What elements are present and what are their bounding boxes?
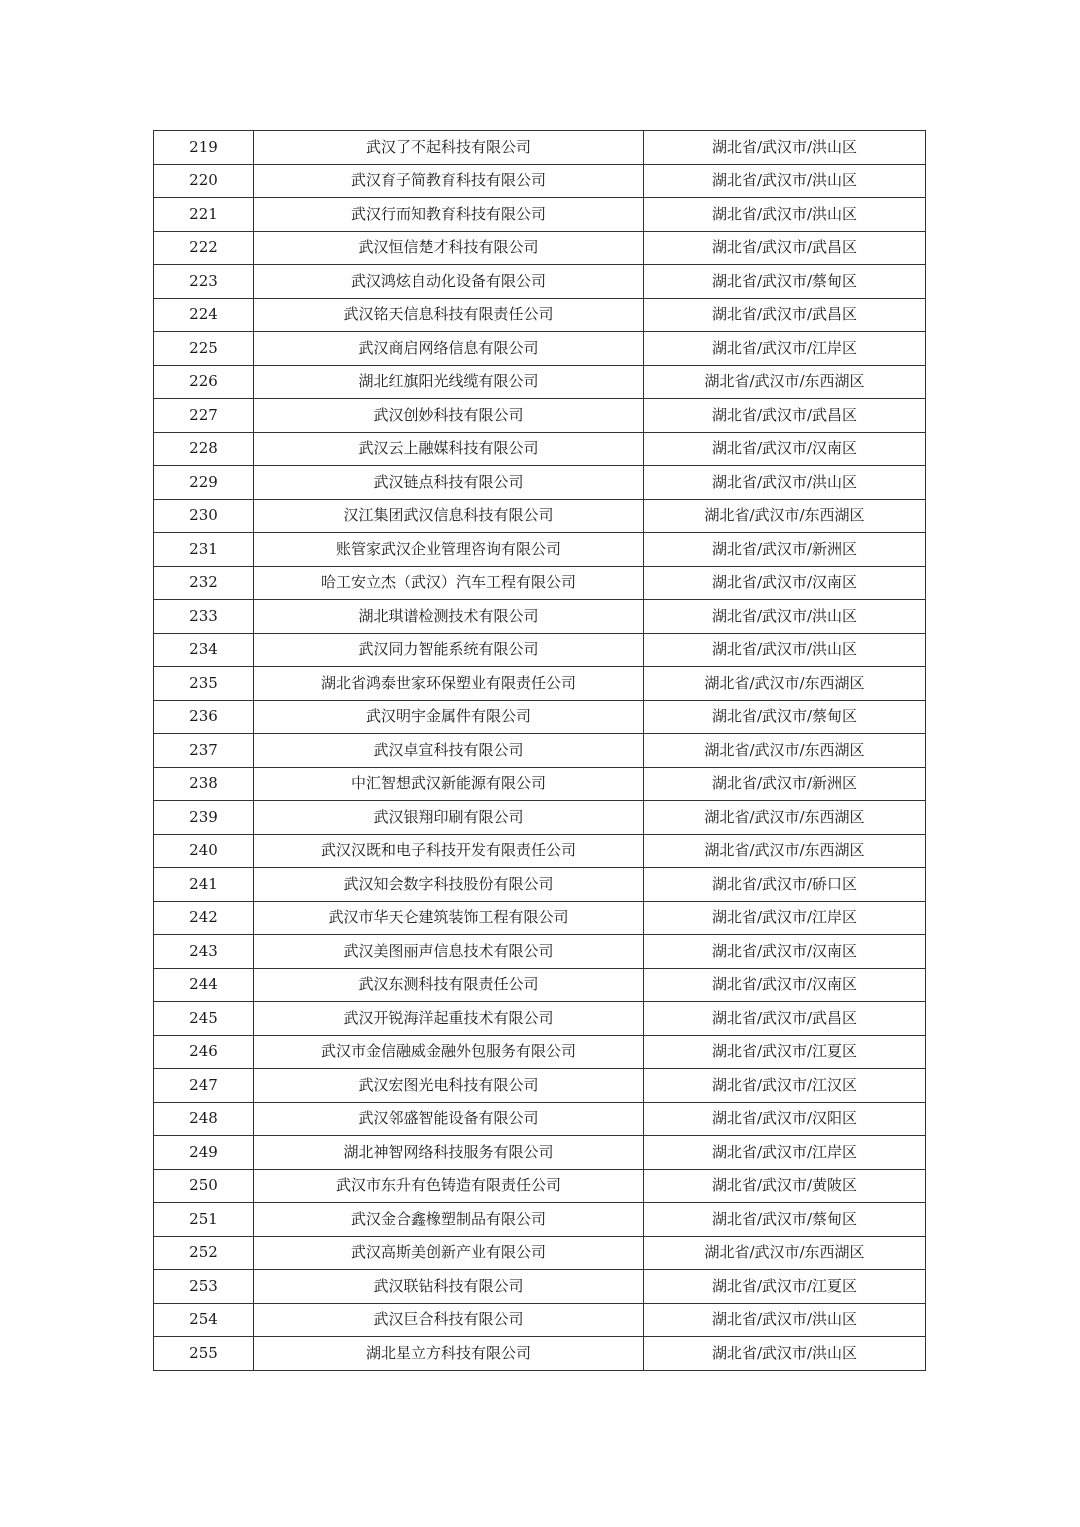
row-number-cell: 245 xyxy=(154,1002,254,1036)
company-name-cell: 武汉市东升有色铸造有限责任公司 xyxy=(254,1169,644,1203)
table-row xyxy=(154,968,926,1002)
table-row xyxy=(154,1236,926,1270)
row-number-cell: 227 xyxy=(154,399,254,433)
region-cell: 湖北省/武汉市/江岸区 xyxy=(644,1136,926,1170)
row-number-cell: 231 xyxy=(154,533,254,567)
region-cell: 湖北省/武汉市/汉南区 xyxy=(644,566,926,600)
region-cell: 湖北省/武汉市/东西湖区 xyxy=(644,499,926,533)
company-name-cell: 武汉明宇金属件有限公司 xyxy=(254,700,644,734)
company-name-cell: 武汉知会数字科技股份有限公司 xyxy=(254,868,644,902)
company-name-cell: 武汉行而知教育科技有限公司 xyxy=(254,198,644,232)
table-row xyxy=(154,600,926,634)
table-row xyxy=(154,767,926,801)
row-number-cell: 253 xyxy=(154,1270,254,1304)
table-row xyxy=(154,466,926,500)
table-row xyxy=(154,432,926,466)
region-cell: 湖北省/武汉市/洪山区 xyxy=(644,198,926,232)
row-number-cell: 223 xyxy=(154,265,254,299)
company-name-cell: 武汉东测科技有限责任公司 xyxy=(254,968,644,1002)
table-row xyxy=(154,1337,926,1371)
region-cell: 湖北省/武汉市/汉南区 xyxy=(644,935,926,969)
company-name-cell: 武汉高斯美创新产业有限公司 xyxy=(254,1236,644,1270)
region-cell: 湖北省/武汉市/洪山区 xyxy=(644,600,926,634)
company-name-cell: 武汉开锐海洋起重技术有限公司 xyxy=(254,1002,644,1036)
table-row xyxy=(154,901,926,935)
region-cell: 湖北省/武汉市/蔡甸区 xyxy=(644,265,926,299)
row-number-cell: 244 xyxy=(154,968,254,1002)
row-number-cell: 226 xyxy=(154,365,254,399)
row-number-cell: 235 xyxy=(154,667,254,701)
company-name-cell: 武汉鸿炫自动化设备有限公司 xyxy=(254,265,644,299)
region-cell: 湖北省/武汉市/武昌区 xyxy=(644,399,926,433)
region-cell: 湖北省/武汉市/新洲区 xyxy=(644,533,926,567)
row-number-cell: 228 xyxy=(154,432,254,466)
company-name-cell: 湖北省鸿泰世家环保塑业有限责任公司 xyxy=(254,667,644,701)
region-cell: 湖北省/武汉市/洪山区 xyxy=(644,1303,926,1337)
row-number-cell: 251 xyxy=(154,1203,254,1237)
table-row xyxy=(154,801,926,835)
table-row xyxy=(154,1035,926,1069)
region-cell: 湖北省/武汉市/江夏区 xyxy=(644,1035,926,1069)
table-row xyxy=(154,566,926,600)
company-name-cell: 武汉美图丽声信息技术有限公司 xyxy=(254,935,644,969)
company-name-cell: 武汉了不起科技有限公司 xyxy=(254,131,644,165)
row-number-cell: 232 xyxy=(154,566,254,600)
company-name-cell: 账管家武汉企业管理咨询有限公司 xyxy=(254,533,644,567)
company-name-cell: 武汉商启网络信息有限公司 xyxy=(254,332,644,366)
row-number-cell: 254 xyxy=(154,1303,254,1337)
table-row xyxy=(154,935,926,969)
company-name-cell: 武汉市金信融威金融外包服务有限公司 xyxy=(254,1035,644,1069)
company-name-cell: 武汉链点科技有限公司 xyxy=(254,466,644,500)
row-number-cell: 242 xyxy=(154,901,254,935)
region-cell: 湖北省/武汉市/东西湖区 xyxy=(644,365,926,399)
region-cell: 湖北省/武汉市/东西湖区 xyxy=(644,667,926,701)
company-name-cell: 武汉银翔印刷有限公司 xyxy=(254,801,644,835)
table-row xyxy=(154,533,926,567)
table-row xyxy=(154,1102,926,1136)
row-number-cell: 243 xyxy=(154,935,254,969)
table-row xyxy=(154,131,926,165)
company-name-cell: 武汉铭天信息科技有限责任公司 xyxy=(254,298,644,332)
table-row xyxy=(154,499,926,533)
row-number-cell: 229 xyxy=(154,466,254,500)
table-row xyxy=(154,1136,926,1170)
region-cell: 湖北省/武汉市/江夏区 xyxy=(644,1270,926,1304)
region-cell: 湖北省/武汉市/蔡甸区 xyxy=(644,700,926,734)
region-cell: 湖北省/武汉市/东西湖区 xyxy=(644,734,926,768)
table-row xyxy=(154,1270,926,1304)
table-row xyxy=(154,1303,926,1337)
company-name-cell: 湖北红旗阳光线缆有限公司 xyxy=(254,365,644,399)
row-number-cell: 248 xyxy=(154,1102,254,1136)
row-number-cell: 237 xyxy=(154,734,254,768)
region-cell: 湖北省/武汉市/武昌区 xyxy=(644,1002,926,1036)
region-cell: 湖北省/武汉市/东西湖区 xyxy=(644,834,926,868)
company-name-cell: 湖北星立方科技有限公司 xyxy=(254,1337,644,1371)
table-row xyxy=(154,198,926,232)
company-name-cell: 武汉金合鑫橡塑制品有限公司 xyxy=(254,1203,644,1237)
region-cell: 湖北省/武汉市/汉阳区 xyxy=(644,1102,926,1136)
region-cell: 湖北省/武汉市/东西湖区 xyxy=(644,1236,926,1270)
region-cell: 湖北省/武汉市/江岸区 xyxy=(644,901,926,935)
region-cell: 湖北省/武汉市/黄陂区 xyxy=(644,1169,926,1203)
region-cell: 湖北省/武汉市/蔡甸区 xyxy=(644,1203,926,1237)
company-name-cell: 湖北神智网络科技服务有限公司 xyxy=(254,1136,644,1170)
company-name-cell: 哈工安立杰（武汉）汽车工程有限公司 xyxy=(254,566,644,600)
row-number-cell: 221 xyxy=(154,198,254,232)
region-cell: 湖北省/武汉市/武昌区 xyxy=(644,231,926,265)
row-number-cell: 239 xyxy=(154,801,254,835)
company-name-cell: 武汉育子简教育科技有限公司 xyxy=(254,164,644,198)
row-number-cell: 222 xyxy=(154,231,254,265)
table-row xyxy=(154,365,926,399)
company-name-cell: 武汉宏图光电科技有限公司 xyxy=(254,1069,644,1103)
company-name-cell: 武汉创妙科技有限公司 xyxy=(254,399,644,433)
region-cell: 湖北省/武汉市/洪山区 xyxy=(644,164,926,198)
company-name-cell: 汉江集团武汉信息科技有限公司 xyxy=(254,499,644,533)
region-cell: 湖北省/武汉市/新洲区 xyxy=(644,767,926,801)
company-name-cell: 武汉联钻科技有限公司 xyxy=(254,1270,644,1304)
table-row xyxy=(154,399,926,433)
region-cell: 湖北省/武汉市/武昌区 xyxy=(644,298,926,332)
table-row xyxy=(154,1169,926,1203)
row-number-cell: 240 xyxy=(154,834,254,868)
row-number-cell: 225 xyxy=(154,332,254,366)
row-number-cell: 236 xyxy=(154,700,254,734)
company-name-cell: 武汉巨合科技有限公司 xyxy=(254,1303,644,1337)
table-row xyxy=(154,298,926,332)
table-row xyxy=(154,868,926,902)
row-number-cell: 255 xyxy=(154,1337,254,1371)
company-name-cell: 武汉市华天仑建筑装饰工程有限公司 xyxy=(254,901,644,935)
region-cell: 湖北省/武汉市/洪山区 xyxy=(644,633,926,667)
region-cell: 湖北省/武汉市/汉南区 xyxy=(644,432,926,466)
region-cell: 湖北省/武汉市/洪山区 xyxy=(644,1337,926,1371)
row-number-cell: 246 xyxy=(154,1035,254,1069)
region-cell: 湖北省/武汉市/洪山区 xyxy=(644,131,926,165)
company-name-cell: 武汉同力智能系统有限公司 xyxy=(254,633,644,667)
region-cell: 湖北省/武汉市/东西湖区 xyxy=(644,801,926,835)
row-number-cell: 230 xyxy=(154,499,254,533)
row-number-cell: 219 xyxy=(154,131,254,165)
table-row xyxy=(154,231,926,265)
row-number-cell: 224 xyxy=(154,298,254,332)
region-cell: 湖北省/武汉市/江岸区 xyxy=(644,332,926,366)
company-name-cell: 武汉邻盛智能设备有限公司 xyxy=(254,1102,644,1136)
table-row xyxy=(154,633,926,667)
row-number-cell: 234 xyxy=(154,633,254,667)
table-row xyxy=(154,265,926,299)
row-number-cell: 247 xyxy=(154,1069,254,1103)
company-name-cell: 武汉卓宣科技有限公司 xyxy=(254,734,644,768)
company-name-cell: 武汉云上融媒科技有限公司 xyxy=(254,432,644,466)
row-number-cell: 238 xyxy=(154,767,254,801)
region-cell: 湖北省/武汉市/硚口区 xyxy=(644,868,926,902)
table-row xyxy=(154,667,926,701)
region-cell: 湖北省/武汉市/汉南区 xyxy=(644,968,926,1002)
table-row xyxy=(154,1002,926,1036)
row-number-cell: 249 xyxy=(154,1136,254,1170)
region-cell: 湖北省/武汉市/洪山区 xyxy=(644,466,926,500)
table-row xyxy=(154,1203,926,1237)
table-row xyxy=(154,700,926,734)
company-name-cell: 武汉恒信楚才科技有限公司 xyxy=(254,231,644,265)
table-row xyxy=(154,332,926,366)
row-number-cell: 241 xyxy=(154,868,254,902)
table-row xyxy=(154,734,926,768)
table-row xyxy=(154,164,926,198)
table-body xyxy=(154,131,926,1371)
row-number-cell: 220 xyxy=(154,164,254,198)
row-number-cell: 250 xyxy=(154,1169,254,1203)
company-name-cell: 武汉汉既和电子科技开发有限责任公司 xyxy=(254,834,644,868)
company-name-cell: 中汇智想武汉新能源有限公司 xyxy=(254,767,644,801)
row-number-cell: 252 xyxy=(154,1236,254,1270)
row-number-cell: 233 xyxy=(154,600,254,634)
table-row xyxy=(154,834,926,868)
company-name-cell: 湖北琪谱检测技术有限公司 xyxy=(254,600,644,634)
table-row xyxy=(154,1069,926,1103)
region-cell: 湖北省/武汉市/江汉区 xyxy=(644,1069,926,1103)
company-list-table xyxy=(153,130,926,1371)
